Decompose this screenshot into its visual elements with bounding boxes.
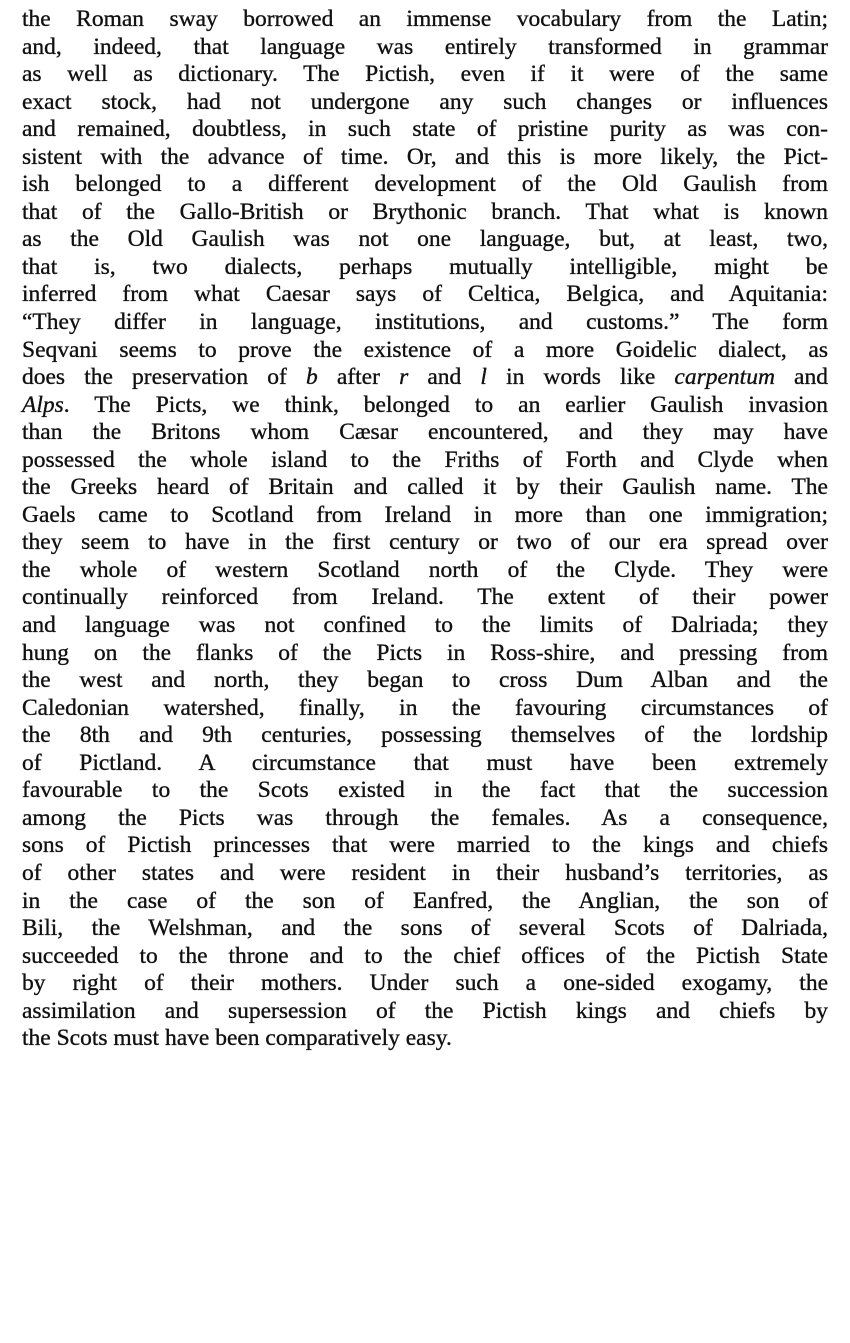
document-page <box>22 6 828 1053</box>
text-line: exact stock, had not undergone any such changes or influences <box>22 88 828 115</box>
text-line: of Pictland. A circumstance that must have been extremely <box>22 749 828 776</box>
italic-word: carpentum <box>674 364 775 391</box>
italic-letter: b <box>306 364 318 391</box>
text-line: the 8th and 9th centuries, possessing themselves of the lordship <box>22 722 828 749</box>
text-line: inferred from what Caesar says of Celtica, Belgica, and Aquitania: <box>22 281 828 308</box>
text-line: and language was not confined to the limits of Dalriada; they <box>22 612 828 639</box>
text-line: in the case of the son of Eanfred, the Anglian, the son of <box>22 887 828 914</box>
text-line: by right of their mothers. Under such a one-sided exogamy, the <box>22 970 828 997</box>
text-line: possessed the whole island to the Friths of Forth and Clyde when <box>22 446 828 473</box>
text-line: Seqvani seems to prove the existence of a more Goidelic dialect, as <box>22 336 828 363</box>
text-line: than the Britons whom Cæsar encountered, and they may have <box>22 419 828 446</box>
text-line: sistent with the advance of time. Or, and this is more likely, the Pict- <box>22 143 828 170</box>
text-line: Caledonian watershed, finally, in the favouring circumstances of <box>22 694 828 721</box>
text-line: Bili, the Welshman, and the sons of several Scots of Dalriada, <box>22 915 828 942</box>
text-line: the Roman sway borrowed an immense vocabulary from the Latin; <box>22 6 828 32</box>
text-line: and remained, doubtless, in such state of pristine purity as was con- <box>22 116 828 143</box>
text-line: succeeded to the throne and to the chief offices of the Pictish State <box>22 942 828 969</box>
text-line: Gaels came to Scotland from Ireland in more than one immigration; <box>22 501 828 528</box>
italic-word: Alps <box>22 391 64 418</box>
text-line: as the Old Gaulish was not one language, but, at least, two, <box>22 226 828 253</box>
text-line: “They differ in language, institutions, and customs.” The form <box>22 309 828 336</box>
text-line: does the preservation of b after r and l in words like carpentum and <box>22 364 828 391</box>
text-line: ish belonged to a different development of the Old Gaulish from <box>22 171 828 198</box>
text-line: favourable to the Scots existed in the fact that the succession <box>22 777 828 804</box>
text-line: that of the Gallo-British or Brythonic branch. That what is known <box>22 198 828 225</box>
text-line: the Greeks heard of Britain and called it by their Gaulish name. The <box>22 474 828 501</box>
text-line: assimilation and supersession of the Pictish kings and chiefs by <box>22 997 828 1024</box>
text-line: that is, two dialects, perhaps mutually intelligible, might be <box>22 253 828 280</box>
text-line: Alps. The Picts, we think, belonged to an earlier Gaulish invasion <box>22 391 828 418</box>
text-line: of other states and were resident in their husband’s territories, as <box>22 859 828 886</box>
italic-letter: l <box>480 364 487 391</box>
text-line: among the Picts was through the females. As a consequence, <box>22 804 828 831</box>
italic-letter: r <box>399 364 409 391</box>
text-line: hung on the flanks of the Picts in Ross-shire, and pressing from <box>22 639 828 666</box>
text-line: and, indeed, that language was entirely transformed in grammar <box>22 33 828 60</box>
text-line: they seem to have in the first century or two of our era spread over <box>22 529 828 556</box>
text-line: continually reinforced from Ireland. The extent of their power <box>22 584 828 611</box>
text-line: sons of Pictish princesses that were married to the kings and chiefs <box>22 832 828 859</box>
text-line: the whole of western Scotland north of the Clyde. They were <box>22 556 828 583</box>
text-line: the west and north, they began to cross Dum Alban and the <box>22 667 828 694</box>
text-line: as well as dictionary. The Pictish, even if it were of the same <box>22 61 828 88</box>
text-line-last: the Scots must have been comparatively easy. <box>22 1025 452 1052</box>
